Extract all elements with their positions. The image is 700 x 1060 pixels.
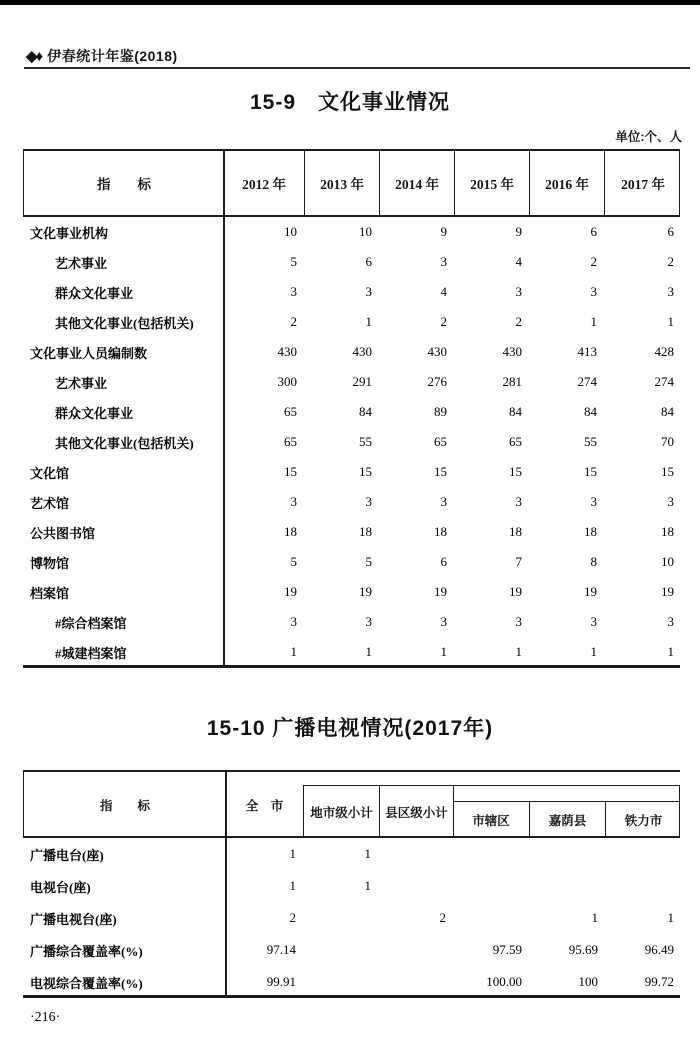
header-year-2017: 2017 年	[604, 151, 681, 215]
table-row	[23, 397, 680, 427]
table-row	[23, 966, 680, 998]
header-rule	[24, 67, 690, 69]
cell-value: 99.72	[644, 974, 674, 989]
cell-value: 5	[290, 554, 297, 569]
cell-value: 95.69	[568, 942, 598, 957]
header-prefecture-subtotal: 地市级小计	[310, 805, 373, 820]
row-label: 文化馆	[30, 465, 70, 481]
cell-value: 3	[365, 494, 372, 509]
cell-value: 4	[515, 254, 522, 269]
cell-value: 19	[434, 584, 447, 599]
cell-value: 84	[661, 404, 674, 419]
table-body	[23, 217, 680, 667]
table-row	[23, 870, 680, 902]
table-divider-line	[223, 151, 225, 665]
row-label: 艺术事业	[55, 375, 108, 391]
header-district-tieli: 铁力市	[605, 802, 681, 837]
table-row	[23, 517, 680, 547]
table1-title: 15-9 文化事业情况	[249, 91, 451, 114]
cell-value: 1	[290, 644, 297, 659]
cell-value: 1	[365, 314, 372, 329]
cell-value: 15	[434, 464, 447, 479]
cell-value: 5	[365, 554, 372, 569]
header-year-2014: 2014 年	[379, 151, 454, 215]
cell-value: 96.49	[644, 942, 674, 957]
table-row	[23, 487, 680, 517]
cell-value: 3	[290, 284, 297, 299]
table-row	[23, 637, 680, 667]
row-label: 艺术事业	[55, 255, 108, 271]
cell-value: 65	[509, 434, 522, 449]
cell-value: 19	[509, 584, 522, 599]
table-row	[23, 838, 680, 870]
cell-value: 2	[290, 314, 297, 329]
diamond-logo-icon: ◆♦	[26, 48, 42, 65]
cell-value: 3	[515, 494, 522, 509]
table2-title: 15-10 广播电视情况(2017年)	[206, 717, 494, 740]
cell-value: 65	[284, 434, 297, 449]
cell-value: 84	[359, 404, 372, 419]
cell-value: 3	[290, 614, 297, 629]
cell-value: 1	[289, 878, 296, 893]
cell-value: 1	[591, 910, 598, 925]
cell-value: 19	[284, 584, 297, 599]
cell-value: 430	[427, 344, 447, 359]
cell-value: 6	[440, 554, 447, 569]
cell-value: 15	[509, 464, 522, 479]
header-indicator: 指 标	[99, 799, 150, 813]
cell-value: 7	[515, 554, 522, 569]
header-district-shixiaqu: 市辖区	[472, 813, 510, 828]
cell-value: 89	[434, 404, 447, 419]
broadcast-table	[23, 770, 680, 998]
cell-value: 1	[365, 644, 372, 659]
cell-value: 291	[352, 374, 372, 389]
cell-value: 9	[515, 224, 522, 239]
cell-value: 6	[365, 254, 372, 269]
cell-value: 2	[439, 910, 446, 925]
table-row	[23, 607, 680, 637]
row-label: 其他文化事业(包括机关)	[55, 435, 194, 451]
cell-value: 15	[284, 464, 297, 479]
cell-value: 2	[289, 910, 296, 925]
row-label: 其他文化事业(包括机关)	[55, 315, 194, 331]
table-row	[23, 547, 680, 577]
header-city-total: 全 市	[245, 799, 284, 813]
cell-value: 6	[667, 224, 674, 239]
cell-value: 274	[577, 374, 597, 389]
cell-value: 1	[667, 910, 674, 925]
table-row	[23, 367, 680, 397]
cell-value: 3	[365, 284, 372, 299]
table-header	[23, 151, 680, 217]
cell-value: 100	[578, 974, 598, 989]
cell-value: 15	[359, 464, 372, 479]
cell-value: 100.00	[486, 974, 522, 989]
row-label: 广播电视台(座)	[30, 911, 117, 927]
cell-value: 9	[440, 224, 447, 239]
table-row	[23, 902, 680, 934]
cell-value: 55	[359, 434, 372, 449]
scan-top-bar	[0, 0, 700, 5]
cell-value: 19	[359, 584, 372, 599]
cell-value: 3	[440, 254, 447, 269]
row-label: 文化事业机构	[30, 225, 109, 241]
cell-value: 300	[277, 374, 297, 389]
cell-value: 3	[667, 494, 674, 509]
cell-value: 430	[352, 344, 372, 359]
cell-value: 19	[661, 584, 674, 599]
header-year-2015: 2015 年	[454, 151, 529, 215]
table-row	[23, 307, 680, 337]
cell-value: 10	[284, 224, 297, 239]
cell-value: 97.59	[492, 942, 522, 957]
cell-value: 3	[590, 284, 597, 299]
cell-value: 3	[440, 494, 447, 509]
row-label: 电视综合覆盖率(%)	[30, 975, 143, 991]
row-label: 博物馆	[30, 555, 70, 571]
table-row	[23, 337, 680, 367]
row-label: #城建档案馆	[55, 645, 127, 661]
table-row	[23, 457, 680, 487]
header-year-2016: 2016 年	[529, 151, 604, 215]
row-label: 群众文化事业	[55, 405, 134, 421]
cell-value: 281	[502, 374, 522, 389]
cell-value: 18	[359, 524, 372, 539]
table-row	[23, 217, 680, 247]
cell-value: 276	[427, 374, 447, 389]
cell-value: 413	[577, 344, 597, 359]
cell-value: 15	[584, 464, 597, 479]
header-year-2013: 2013 年	[304, 151, 379, 215]
cell-value: 15	[661, 464, 674, 479]
cell-value: 1	[364, 846, 371, 861]
cell-value: 10	[661, 554, 674, 569]
cell-value: 18	[509, 524, 522, 539]
header-indicator: 指 标	[97, 177, 151, 192]
brand-text: 伊春统计年鉴(2018)	[47, 48, 178, 64]
cell-value: 99.91	[266, 974, 296, 989]
cell-value: 2	[667, 254, 674, 269]
table-row	[23, 427, 680, 457]
row-label: 档案馆	[30, 585, 70, 601]
cell-value: 70	[661, 434, 674, 449]
table-header	[23, 772, 680, 838]
cell-value: 18	[434, 524, 447, 539]
cell-value: 3	[667, 614, 674, 629]
row-label: #综合档案馆	[55, 615, 127, 631]
cell-value: 65	[434, 434, 447, 449]
row-label: 广播电台(座)	[30, 847, 104, 863]
table-row	[23, 277, 680, 307]
row-label: 艺术馆	[30, 495, 70, 511]
cell-value: 430	[277, 344, 297, 359]
cell-value: 1	[364, 878, 371, 893]
header-district-group	[453, 801, 680, 836]
cell-value: 1	[440, 644, 447, 659]
cell-value: 65	[284, 404, 297, 419]
cell-value: 55	[584, 434, 597, 449]
cell-value: 5	[290, 254, 297, 269]
breadcrumb	[26, 46, 178, 66]
cell-value: 3	[590, 614, 597, 629]
cell-value: 3	[667, 284, 674, 299]
cell-value: 3	[590, 494, 597, 509]
cell-value: 3	[365, 614, 372, 629]
table-row	[23, 577, 680, 607]
cell-value: 3	[515, 284, 522, 299]
table-row	[23, 247, 680, 277]
cell-value: 8	[590, 554, 597, 569]
cell-value: 4	[440, 284, 447, 299]
header-county-subtotal: 县区级小计	[379, 786, 454, 837]
cell-value: 430	[502, 344, 522, 359]
row-label: 公共图书馆	[30, 525, 96, 541]
table-body	[23, 838, 680, 998]
cell-value: 97.14	[266, 942, 296, 957]
cell-value: 3	[290, 494, 297, 509]
cell-value: 3	[515, 614, 522, 629]
cell-value: 274	[654, 374, 674, 389]
culture-table	[23, 149, 680, 668]
cell-value: 10	[359, 224, 372, 239]
unit-label: 单位:个、人	[615, 130, 682, 144]
header-district-jiayin: 嘉荫县	[529, 802, 605, 837]
cell-value: 3	[440, 614, 447, 629]
cell-value: 1	[515, 644, 522, 659]
cell-value: 18	[661, 524, 674, 539]
cell-value: 18	[284, 524, 297, 539]
cell-value: 1	[667, 314, 674, 329]
table-row	[23, 934, 680, 966]
cell-value: 2	[440, 314, 447, 329]
row-label: 电视台(座)	[30, 879, 91, 895]
cell-value: 1	[667, 644, 674, 659]
page-number: ·216·	[30, 1010, 61, 1025]
cell-value: 84	[509, 404, 522, 419]
row-label: 广播综合覆盖率(%)	[30, 943, 143, 959]
table-divider-line	[225, 772, 227, 995]
cell-value: 2	[515, 314, 522, 329]
cell-value: 2	[590, 254, 597, 269]
cell-value: 6	[590, 224, 597, 239]
header-year-2012: 2012 年	[242, 177, 286, 192]
cell-value: 1	[590, 314, 597, 329]
row-label: 文化事业人员编制数	[30, 345, 148, 361]
cell-value: 1	[590, 644, 597, 659]
cell-value: 428	[654, 344, 674, 359]
cell-value: 84	[584, 404, 597, 419]
cell-value: 19	[584, 584, 597, 599]
cell-value: 18	[584, 524, 597, 539]
row-label: 群众文化事业	[55, 285, 134, 301]
cell-value: 1	[289, 846, 296, 861]
